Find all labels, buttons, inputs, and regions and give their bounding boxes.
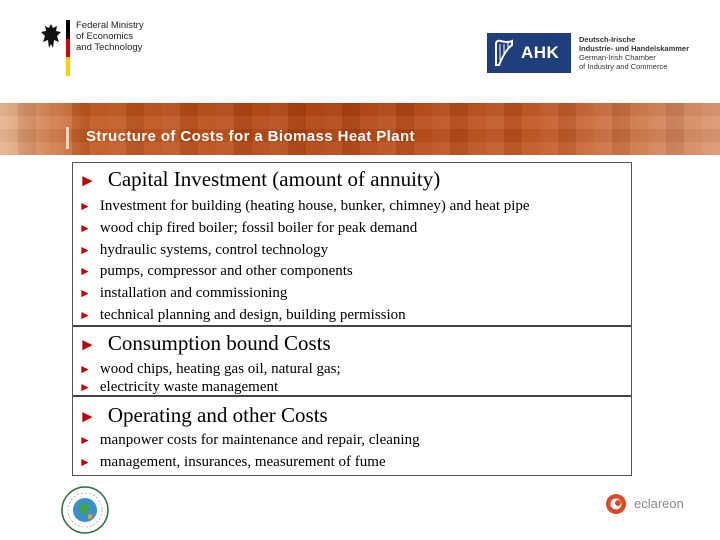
section-operating-costs — [73, 399, 631, 475]
ministry-logo — [40, 18, 190, 78]
ahk-line: of Industry and Commerce — [579, 62, 668, 71]
section-consumption-costs — [73, 329, 631, 397]
renewable-globe-logo — [60, 485, 110, 535]
ahk-badge — [487, 33, 571, 73]
cost-structure-box — [72, 162, 632, 476]
eclareon-swirl-icon — [604, 492, 628, 516]
list-item-text: pumps, compressor and other components — [99, 263, 353, 279]
ahk-abbr: AHK — [521, 43, 560, 62]
section-title-text: Consumption bound Costs — [107, 331, 331, 355]
banner-accent-bar — [66, 127, 69, 149]
list-item-text: management, insurances, measurement of fume — [99, 454, 386, 470]
list-item-text: installation and commissioning — [99, 285, 288, 301]
ministry-line: of Economics — [76, 31, 134, 42]
ministry-line: and Technology — [76, 42, 143, 53]
list-item — [79, 285, 287, 302]
german-flag-stripe — [66, 20, 70, 76]
list-item-text: technical planning and design, building permission — [99, 307, 406, 323]
list-item — [79, 242, 328, 259]
slide-title: Structure of Costs for a Biomass Heat Plant — [86, 128, 415, 145]
list-item-text: electricity waste management — [99, 379, 279, 395]
bullet-arrow-icon: ► — [79, 308, 91, 322]
ahk-name — [579, 35, 689, 71]
list-item — [79, 361, 341, 378]
bullet-arrow-icon: ► — [79, 264, 91, 278]
list-item — [79, 454, 386, 471]
list-item-text: manpower costs for maintenance and repair, cleaning — [99, 432, 420, 448]
ministry-line: Federal Ministry — [76, 20, 144, 31]
list-item — [79, 379, 278, 396]
list-item-text: hydraulic systems, control technology — [99, 242, 329, 258]
list-item-text: Investment for building (heating house, bunker, chimney) and heat pipe — [99, 198, 530, 214]
bullet-arrow-icon: ► — [79, 171, 96, 190]
bullet-arrow-icon: ► — [79, 199, 91, 213]
section-title-text: Operating and other Costs — [107, 403, 328, 427]
harp-icon — [493, 38, 515, 68]
eclareon-logo — [604, 492, 684, 516]
bullet-arrow-icon: ► — [79, 407, 96, 426]
list-item — [79, 432, 420, 449]
section-title-text: Capital Investment (amount of annuity) — [107, 167, 441, 191]
list-item-text: wood chips, heating gas oil, natural gas; — [99, 361, 341, 377]
list-item — [79, 263, 353, 280]
bullet-arrow-icon: ► — [79, 380, 91, 394]
section-capital-investment — [73, 163, 631, 327]
list-item — [79, 307, 406, 324]
section-title — [79, 331, 331, 356]
ministry-name — [76, 20, 144, 53]
bullet-arrow-icon: ► — [79, 362, 91, 376]
list-item — [79, 220, 417, 237]
list-item-text: wood chip fired boiler; fossil boiler for peak demand — [99, 220, 418, 236]
eclareon-wordmark: eclareon — [634, 496, 684, 511]
title-banner — [0, 103, 720, 155]
bullet-arrow-icon: ► — [79, 433, 91, 447]
list-item — [79, 198, 530, 215]
bullet-arrow-icon: ► — [79, 455, 91, 469]
eagle-icon — [40, 22, 62, 52]
bullet-arrow-icon: ► — [79, 335, 96, 354]
bullet-arrow-icon: ► — [79, 286, 91, 300]
section-title — [79, 403, 328, 428]
ahk-line: German-Irish Chamber — [579, 53, 656, 62]
bullet-arrow-icon: ► — [79, 243, 91, 257]
ahk-logo — [487, 33, 697, 73]
bullet-arrow-icon: ► — [79, 221, 91, 235]
ahk-line: Deutsch-Irische — [579, 35, 636, 44]
section-title — [79, 167, 440, 192]
ahk-line: Industrie- und Handelskammer — [579, 44, 690, 53]
